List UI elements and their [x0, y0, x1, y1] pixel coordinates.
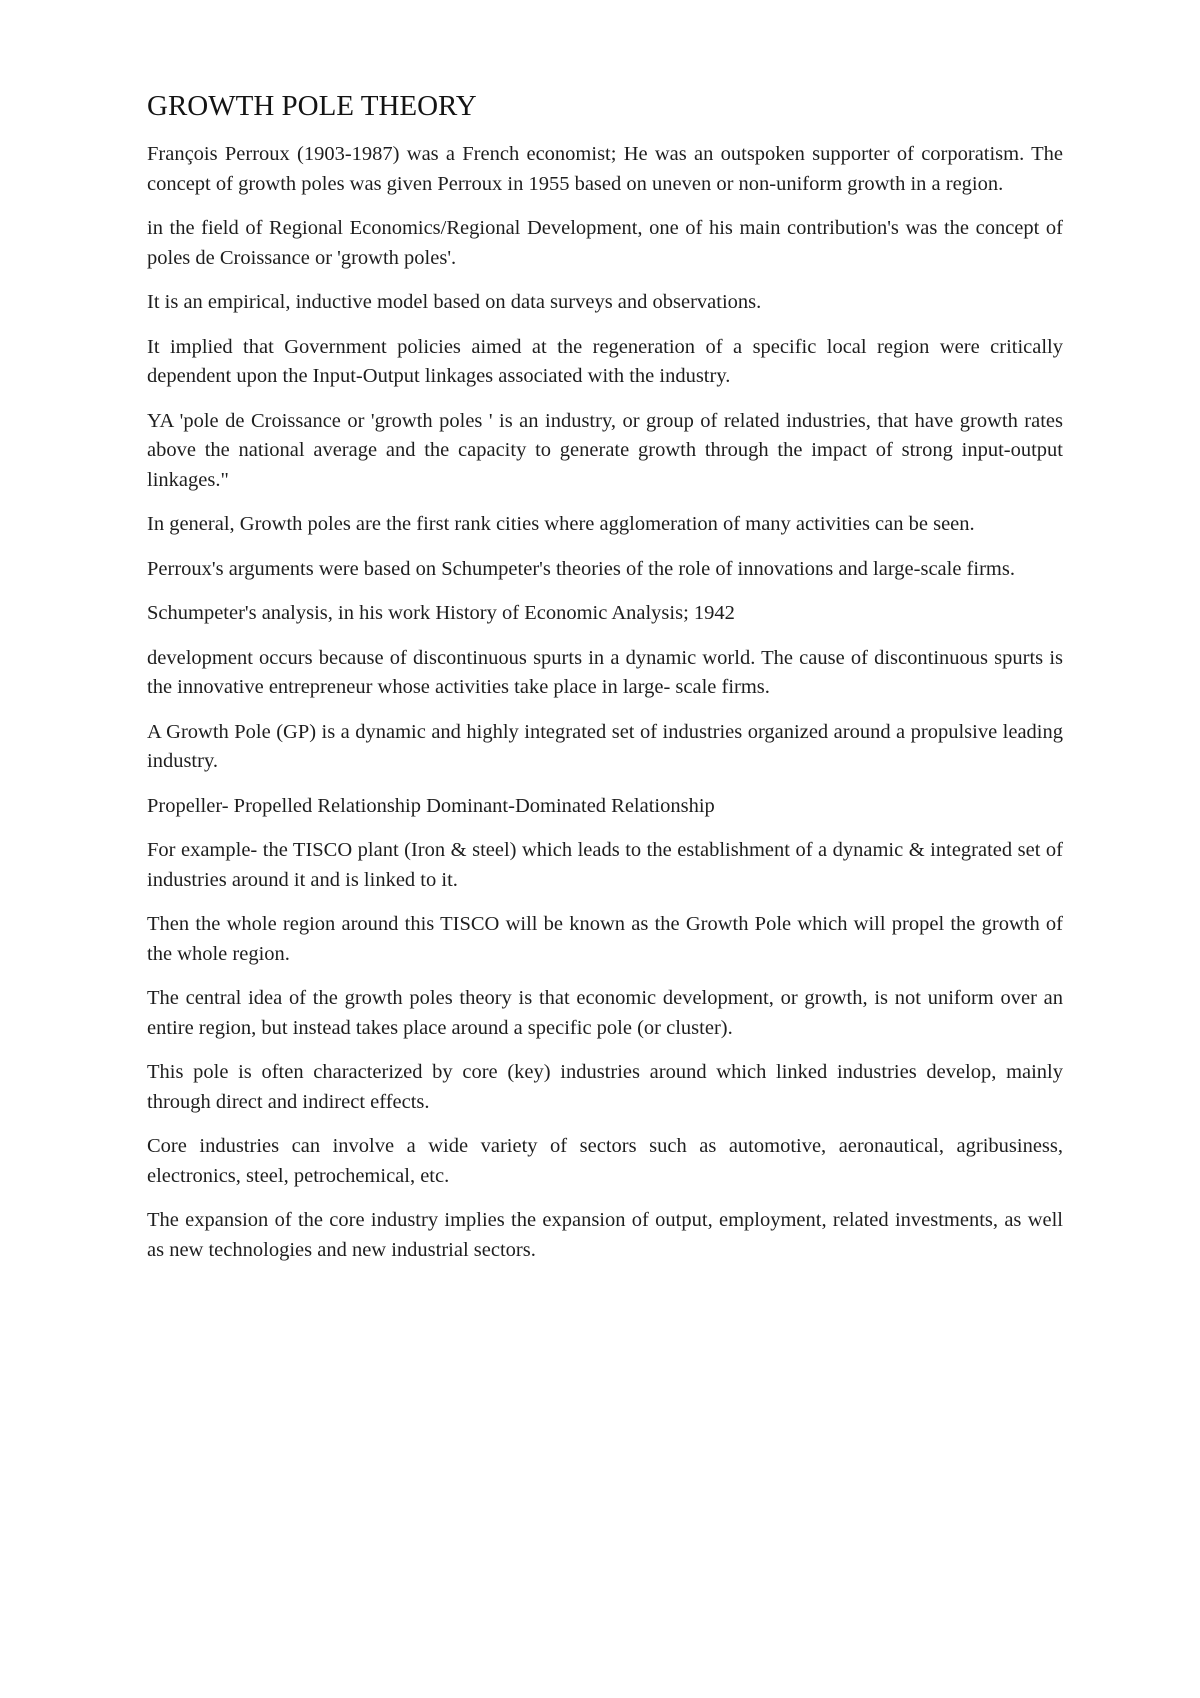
paragraph-schumpeter-arguments: Perroux's arguments were based on Schumpeter's theories of the role of innovations and large-scale firms.	[147, 557, 1015, 580]
paragraph-tisco-example: For example- the TISCO plant (Iron & steel) which leads to the establishment of a dynamic & integrated set of industries around it and is linked to it.	[147, 839, 1063, 891]
paragraph-core-industries-sectors: Core industries can involve a wide variety of sectors such as automotive, aeronautical, agribusiness, electronics, steel, petrochemical, etc.	[147, 1135, 1063, 1187]
paragraph-regional-economics: in the field of Regional Economics/Regional Development, one of his main contribution's was the concept of poles de Croissance or 'growth poles'.	[147, 217, 1063, 269]
paragraph-tisco-region: Then the whole region around this TISCO will be known as the Growth Pole which will propel the growth of the whole region.	[147, 913, 1063, 965]
paragraph-perroux-intro: François Perroux (1903-1987) was a French economist; He was an outspoken supporter of corporatism. The concept of growth poles was given Perroux in 1955 based on uneven or non-uniform growth in a region.	[147, 143, 1063, 195]
paragraph-discontinuous-spurts: development occurs because of discontinuous spurts in a dynamic world. The cause of discontinuous spurts is the innovative entrepreneur whose activities take place in large- scale firms.	[147, 646, 1063, 698]
paragraph-central-idea: The central idea of the growth poles theory is that economic development, or growth, is not uniform over an entire region, but instead takes place around a specific pole (or cluster).	[147, 987, 1063, 1039]
paragraph-schumpeter-analysis: Schumpeter's analysis, in his work History of Economic Analysis; 1942	[147, 602, 735, 624]
paragraph-propulsive-industry: A Growth Pole (GP) is a dynamic and highly integrated set of industries organized around a propulsive leading industry.	[147, 720, 1063, 772]
page-title: GROWTH POLE THEORY	[147, 90, 477, 122]
paragraph-growth-pole-definition: YA 'pole de Croissance or 'growth poles ' is an industry, or group of related industries, that have growth rates above the national average and the capacity to generate growth through the impact of strong input-output linkages."	[147, 409, 1063, 491]
paragraph-first-rank-cities: In general, Growth poles are the first rank cities where agglomeration of many activities can be seen.	[147, 513, 975, 535]
paragraph-empirical-model: It is an empirical, inductive model based on data surveys and observations.	[147, 291, 762, 313]
paragraph-core-industries-effects: This pole is often characterized by core (key) industries around which linked industries develop, mainly through direct and indirect effects.	[147, 1061, 1063, 1113]
paragraph-propeller-relationship: Propeller- Propelled Relationship Dominant-Dominated Relationship	[147, 794, 715, 817]
paragraph-core-industry-expansion: The expansion of the core industry implies the expansion of output, employment, related investments, as well as new technologies and new industrial sectors.	[147, 1209, 1063, 1261]
paragraph-government-policies: It implied that Government policies aimed at the regeneration of a specific local region were critically dependent upon the Input-Output linkages associated with the industry.	[147, 335, 1063, 387]
